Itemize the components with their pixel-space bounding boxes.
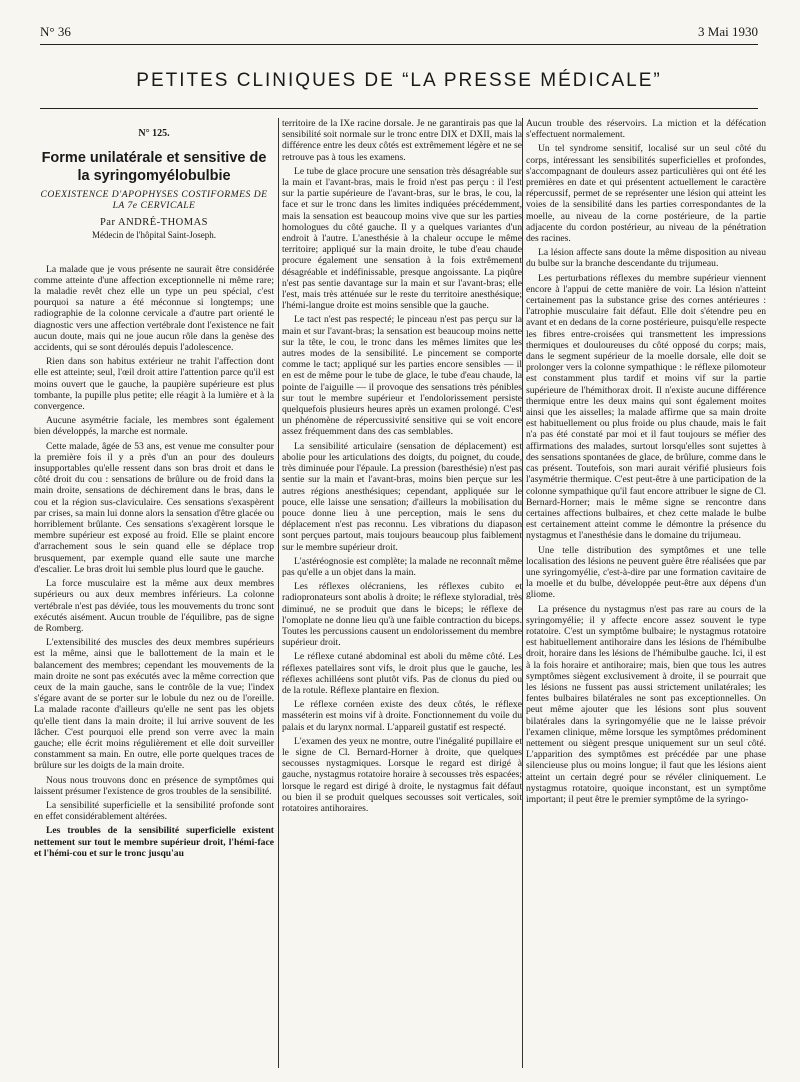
paragraph: Les perturbations réflexes du membre supérieur viennent encore à l'appui de cette manière de voir. La lésion n'atteint certainement pas la substance grise des cornes antérieures : l'atrophie musculaire fait défaut. Elle doit s'étendre peu en avant et en dedans de la corne postérieure, puisqu'elle respecte les fibres entre-croisées qui transmettent les impressions thermiques et douloureuses du côté opposé du corps; mais, dans le segment supérieur de la moelle dorsale, elle doit se prolonger vers la colonne sympathique : le réflexe pilomoteur est constamment plus tardif et moins vif sur la partie supérieure de l'hémithorax droit. Il n'existe aucune différence thermique entre les deux mains qui sont également moites ainsi que les aisselles; la malade affirme que sa main droite est habituellement ou plus froide ou plus chaude, mais le fait n'a pas été constaté par moi et il faut toujours se méfier des affirmations des malades, surtout lorsqu'elles sont sujettes à des sensations spontanées de glace, de brûlure, comme dans le cas présent. Toutefois, son mari aurait vérifié plusieurs fois l'asymétrie thermique. C'est peut-être à une participation de la colonne sympathique qu'il faut encore attribuer le signe de Cl. Bernard-Horner; mais le même signe se rencontre dans certaines affections bulbaires, et chez cette malade le bulbe est certainement atteint comme le démontre la présence du nystagmus et l'anesthésie dans le domaine du trijumeau. <box>526 272 766 542</box>
column-3 <box>526 118 766 1073</box>
article-subtitle: COEXISTENCE D'APOPHYSES COSTIFORMES DE LA 7e CERVICALE <box>40 189 268 212</box>
paragraph: L'extensibilité des muscles des deux membres supérieurs est la même, ainsi que le ballottement de la main et le balancement des membres; cependant les mouvements de la main droite ne sont pas exécutés avec la même correction que ceux de la main gauche, sans le contrôle de la vue; l'index s'égare avant de se porter sur le lobule du nez ou de l'oreille. La malade raconte d'ailleurs qu'elle ne sent pas les objets qu'elle tient dans la main droite; il lui arrive souvent de les lâcher. C'est pourquoi elle prend son verre avec la main gauche; elle écrit moins régulièrement et elle doit surveiller constamment sa main. En outre, elle porte quelques traces de brûlure sur les doigts de la main droite. <box>34 637 274 772</box>
paragraph: territoire de la IXe racine dorsale. Je ne garantirais pas que la sensibilité soit normale sur le tronc entre DIX et DXII, mais la différence entre les deux côtés est extrêmement légère et ne se retrouve pas à tous les examens. <box>282 118 522 163</box>
paragraph: Les troubles de la sensibilité superficielle existent nettement sur tout le membre supérieur droit, l'hémi-face et l'hémi-cou et sur le tronc jusqu'au <box>34 825 274 859</box>
column-divider <box>522 118 523 1068</box>
masthead-rule <box>40 108 758 109</box>
paragraph: Un tel syndrome sensitif, localisé sur un seul côté du corps, intéressant les sensibilités superficielles et profondes, s'accompagnant de douleurs assez particulières qui ont été les premières en date et qui présentent actuellement le caractère répercussif, permet de se représenter une lésion qui atteint les voies de la sensibilité dans les parties correspondantes de la moelle, au niveau de la corne postérieure, de la partie adjacente du cordon postérieur, au niveau de la pénétration des racines. <box>526 143 766 245</box>
article-number: N° 125. <box>138 128 170 139</box>
paragraph: Aucune asymétrie faciale, les membres sont également bien développés, la marche est normale. <box>34 415 274 438</box>
paragraph: Le tube de glace procure une sensation très désagréable sur la main et l'avant-bras, mais le froid n'est pas perçu : il l'est sur la partie supérieure de l'avant-bras, sur le bras, le cou, la face et sur le tronc dans les limites indiquées précédemment, mais la sensation est beaucoup moins vive que sur les parties homologues du côté gauche. Il y a quelques variantes d'un endroit à l'autre. L'anesthésie à la chaleur occupe le même territoire; appliqué sur la main droite, le tube d'eau chaude procure également une sensation à la fois extrêmement désagréable et indéfinissable, presque angoissante. La piqûre n'est pas sentie davantage sur la main et sur l'avant-bras; elle l'est, mais très atténuée sur le reste du territoire anesthésique; l'hémi-langue droite est moins sensible que la gauche. <box>282 165 522 312</box>
header-rule <box>40 44 758 45</box>
issue-date: 3 Mai 1930 <box>698 24 758 39</box>
paragraph: La sensibilité articulaire (sensation de déplacement) est abolie pour les articulations des doigts, du poignet, du coude, très diminuée pour l'épaule. La pression (baresthésie) n'est pas sentie sur la main et l'avant-bras, moins bien perçue sur les autres régions anesthésiques; cependant, appliquée sur le pouce, elle laisse une sensation; d'ailleurs la mobilisation du pouce donne lieu à une perception, mais le sens du déplacement n'est pas reconnu. Les vibrations du diapason sont perçues partout, mais toujours beaucoup plus faiblement sur le membre supérieur droit. <box>282 440 522 553</box>
paragraph: La malade que je vous présente ne saurait être considérée comme atteinte d'une affection exceptionnelle ni même rare; la maladie revêt chez elle un type un peu spécial, c'est pourquoi sa nature a été méconnue si longtemps; une radiographie de la colonne cervicale a d'autre part orienté le diagnostic vers une affection vertébrale dont l'existence ne fait aucun doute, mais qui ne joue aucun rôle dans la genèse des accidents, qui se sont déroulés depuis l'adolescence. <box>34 263 274 354</box>
paragraph: Nous nous trouvons donc en présence de symptômes qui laissent présumer l'existence de gros troubles de la sensibilité. <box>34 774 274 797</box>
paragraph: Une telle distribution des symptômes et une telle localisation des lésions ne peuvent guère être réalisées que par une syringomyélie, c'est-à-dire par une formation cavitaire de la moelle et du bulbe, développée peut-être aux dépens d'un gliome. <box>526 544 766 601</box>
paragraph: L'astéréognosie est complète; la malade ne reconnaît même pas qu'elle a un objet dans la main. <box>282 555 522 578</box>
paragraph: L'examen des yeux ne montre, outre l'inégalité pupillaire et le signe de Cl. Bernard-Horner à droite, que quelques secousses nystagmiques. Lorsque le regard est dirigé à gauche, nystagmus rotatoire horaire à secousses très espacées; lorsque le regard est dirigé à droite, le nystagmus fait défaut ou bien il se produit quelques secousses soit verticales, soit rotatoires antihoraires. <box>282 735 522 814</box>
paragraph: Rien dans son habitus extérieur ne trahit l'affection dont elle est atteinte; seul, l'œil droit attire l'attention parce qu'il est moins ouvert que le gauche, la paupière supérieure est plus tombante, la pupille plus petite; elle réagit à la lumière et à la convergence. <box>34 356 274 413</box>
paragraph: La lésion affecte sans doute la même disposition au niveau du bulbe sur la branche descendante du trijumeau. <box>526 247 766 270</box>
page-header <box>40 24 758 44</box>
paragraph: Les réflexes olécraniens, les réflexes cubito et radiopronateurs sont abolis à droite; le réflexe styloradial, très diminué, ne se produit que dans le biceps; le réflexe de l'omoplate ne donne lieu qu'à une faible contraction du biceps. Toutes les percussions causent un endolorissement du membre supérieur droit. <box>282 581 522 649</box>
issue-number: N° 36 <box>40 24 71 39</box>
author-affiliation: Médecin de l'hôpital Saint-Joseph. <box>91 230 217 241</box>
column-1 <box>34 118 274 1073</box>
paragraph: La force musculaire est la même aux deux membres supérieurs ou aux deux membres inférieurs. La colonne vertébrale n'est pas déviée, tous les mouvements du tronc sont exécutés aisément. Aucun trouble de l'équilibre, pas de signe de Romberg. <box>34 578 274 634</box>
article-title: Forme unilatérale et sensitive de la syringomyélobulbie <box>41 150 267 185</box>
paragraph: La sensibilité superficielle et la sensibilité profonde sont en effet considérablement altérées. <box>34 799 274 823</box>
masthead: PETITES CLINIQUES DE “LA PRESSE MÉDICALE” <box>136 70 662 91</box>
article-author: Par ANDRÉ-THOMAS <box>99 217 209 229</box>
paragraph: Aucun trouble des réservoirs. La miction et la défécation s'effectuent normalement. <box>526 118 766 141</box>
column-divider <box>278 118 279 1068</box>
paragraph: Le réflexe cornéen existe des deux côtés, le réflexe masséterin est moins vif à droite. Fonctionnement du voile du palais et du larynx normal. L'appareil gustatif est respecté. <box>282 699 522 733</box>
paragraph: Le tact n'est pas respecté; le pinceau n'est pas perçu sur la main et sur l'avant-bras; la sensation est beaucoup moins nette sur la tête, le cou, le tronc dans les mêmes limites que les autres modes de la sensibilité. Le pincement se comporte comme le tact; appliqué sur les parties encore sensibles — il en est de même pour le tube de glace, le tube d'eau chaude, la pointe de l'aiguille — il provoque des sensations très pénibles sur tout le membre supérieur et l'endolorissement persiste quelquefois plusieurs heures après un examen prolongé. C'est un phénomène de répercussivité sensitive qui se voit encore assez fréquemment dans des cas semblables. <box>282 314 522 438</box>
paragraph: Le réflexe cutané abdominal est aboli du même côté. Les réflexes patellaires sont vifs, le droit plus que le gauche, les réflexes achilléens sont plutôt vifs. Pas de clonus du pied ou de la rotule. Réflexe plantaire en flexion. <box>282 651 522 696</box>
paragraph: La présence du nystagmus n'est pas rare au cours de la syringomyélie; il y affecte encore assez souvent le type rotatoire. C'est un symptôme bulbaire; le nystagmus rotatoire est habituellement antihoraire dans les lésions de l'hémibulbe droit, horaire dans les lésions de l'hémibulbe gauche. Ici, il est à la fois horaire et antihoraire; mais, bien que tous les autres symptômes siègent exclusivement à droite, il se pourrait que les lésions ne fussent pas aussi strictement unilatérales; les fentes bulbaires bilatérales ne sont pas exceptionnelles. On peut même ajouter que les lésions sont plus souvent bilatérales dans la syringomyélie que ne le laisse prévoir l'examen clinique, même lorsque les symptômes prédominent nettement ou siègent presque uniquement sur un seul côté. L'apparition des symptômes est précédée par une phase silencieuse plus ou moins longue; il faut que les lésions aient atteint un certain degré pour se révéler cliniquement. Le nystagmus rotatoire, quoique inconstant, est un symptôme important; il peut être le premier symptôme de la syringo- <box>526 603 766 805</box>
paragraph: Cette malade, âgée de 53 ans, est venue me consulter pour la première fois il y a près d'un an pour des douleurs insupportables qu'elle ressent dans son bras droit et dans le côté droit du cou : sensations de brûlure ou de froid dans la main droite, sensations de déchirement dans le bras, dans le cou et la région sus-claviculaire. Ces sensations s'exaspèrent par crises, sa main lui donne alors la sensation d'être glacée ou horriblement brûlante. Ces sensations s'exagèrent lorsque le membre supérieur est exposé au froid. Elle se plaint encore d'arrachement sous le sein quand elle se déplace trop brusquement, par exemple quand elle saute une marche d'escalier. Le bras droit lui semble plus lourd que le gauche. <box>34 440 274 575</box>
column-2 <box>282 118 522 1073</box>
